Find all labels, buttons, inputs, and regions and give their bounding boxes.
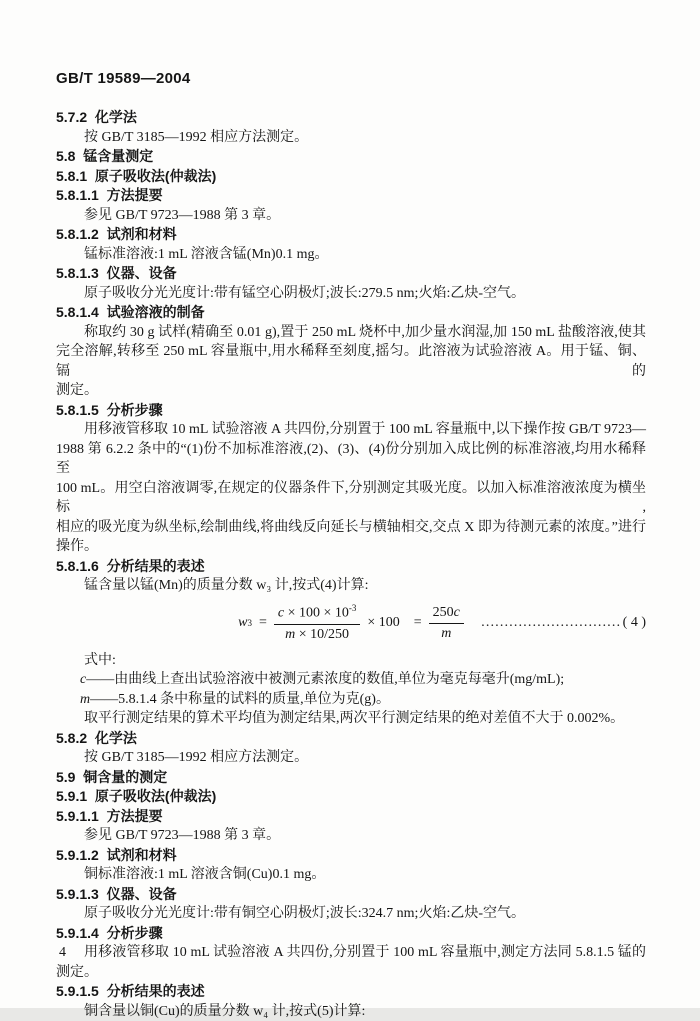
equals-sign: =: [259, 615, 267, 631]
definition-m-text: ——5.8.1.4 条中称量的试料的质量,单位为克(g)。: [90, 692, 390, 707]
fraction-2-denominator: m: [429, 624, 464, 642]
numerator-terms: × 100 × 10: [284, 606, 349, 621]
numerator-variable-c: c: [454, 605, 460, 620]
heading-5-9-1-3: 5.9.1.3 仪器、设备: [56, 885, 646, 905]
fraction-2-numerator: [429, 605, 464, 624]
heading-5-7-2: 5.7.2 化学法: [56, 108, 646, 128]
heading-5-8-1-3: 5.8.1.3 仪器、设备: [56, 264, 646, 284]
heading-5-8-1-5: 5.8.1.5 分析步骤: [56, 401, 646, 421]
paragraph: 参见 GB/T 9723—1988 第 3 章。: [56, 206, 646, 226]
numerator-coefficient: 250: [433, 605, 454, 620]
heading-5-8-1-1: 5.8.1.1 方法提要: [56, 186, 646, 206]
paragraph: 参见 GB/T 9723—1988 第 3 章。: [56, 826, 646, 846]
fraction-1-numerator: [274, 603, 361, 625]
paragraph: 铜标准溶液:1 mL 溶液含铜(Cu)0.1 mg。: [56, 865, 646, 885]
paragraph-line: 相应的吸光度为纵坐标,绘制曲线,将曲线反向延长与横轴相交,交点 X 即为待测元素的浓度。”进行: [56, 518, 646, 538]
definition-c-symbol: c: [80, 672, 86, 687]
definition-c-text: ——由曲线上查出试验溶液中被测元素浓度的数值,单位为毫克每毫升(mg/mL);: [86, 672, 564, 687]
equals-sign-2: =: [414, 615, 422, 631]
heading-5-8-2: 5.8.2 化学法: [56, 729, 646, 749]
paragraph-line: 称取约 30 g 试样(精确至 0.01 g),置于 250 mL 烧杯中,加少量水润湿,加 150 mL 盐酸溶液,使其: [56, 323, 646, 343]
fraction-1: [274, 603, 361, 643]
paragraph-line: 用移液管移取 10 mL 试验溶液 A 共四份,分别置于 100 mL 容量瓶中,以下操作按 GB/T 9723—: [56, 420, 646, 440]
numerator-exponent: -3: [349, 603, 357, 613]
paragraph-line: 操作。: [56, 537, 646, 557]
paragraph: 铜含量以铜(Cu)的质量分数 w₄ 计,按式(5)计算:: [56, 1002, 646, 1021]
heading-5-9-1-5: 5.9.1.5 分析结果的表述: [56, 982, 646, 1002]
page-number: 4: [59, 945, 66, 961]
paragraph: 原子吸收分光光度计:带有铜空心阴极灯;波长:324.7 nm;火焰:乙炔-空气。: [56, 904, 646, 924]
paragraph: 锰标准溶液:1 mL 溶液含锰(Mn)0.1 mg。: [56, 245, 646, 265]
paragraph: 按 GB/T 3185—1992 相应方法测定。: [56, 748, 646, 768]
heading-5-8-1-2: 5.8.1.2 试剂和材料: [56, 225, 646, 245]
paragraph-line: 完全溶解,转移至 250 mL 容量瓶中,用水稀释至刻度,摇匀。此溶液为试验溶液 A。用于锰、铜、镉的: [56, 342, 646, 381]
paragraph: 取平行测定结果的算术平均值为测定结果,两次平行测定结果的绝对差值不大于 0.002%。: [56, 709, 646, 729]
equation-variable-subscript: 3: [247, 618, 252, 628]
heading-5-8-1-4: 5.8.1.4 试验溶液的制备: [56, 303, 646, 323]
standard-number-header: GB/T 19589—2004: [56, 70, 646, 87]
fraction-2: [429, 605, 464, 642]
page-content: [56, 70, 646, 1021]
dot-leader: …………………………: [481, 615, 621, 631]
paragraph-line: 用移液管移取 10 mL 试验溶液 A 共四份,分别置于 100 mL 容量瓶中,测定方法同 5.8.1.5 锰的: [56, 943, 646, 963]
paragraph-line: 100 mL。用空白溶液调零,在规定的仪器条件下,分别测定其吸光度。以加入标准溶液浓度为横坐标,: [56, 479, 646, 518]
equation-variable: w: [238, 615, 247, 631]
equation-4: [56, 596, 646, 651]
paragraph: 锰含量以锰(Mn)的质量分数 w₃ 计,按式(4)计算:: [56, 576, 646, 596]
equation-4-expression: [238, 603, 464, 643]
paragraph-line: 测定。: [56, 963, 646, 983]
definition-m: [56, 690, 646, 710]
fraction-1-denominator: [274, 625, 361, 643]
heading-5-9-1-4: 5.9.1.4 分析步骤: [56, 924, 646, 944]
heading-5-8: 5.8 锰含量测定: [56, 147, 646, 167]
heading-5-8-1: 5.8.1 原子吸收法(仲裁法): [56, 167, 646, 187]
definition-m-symbol: m: [80, 692, 90, 707]
heading-5-8-1-6: 5.8.1.6 分析结果的表述: [56, 557, 646, 577]
heading-5-9-1: 5.9.1 原子吸收法(仲裁法): [56, 787, 646, 807]
equation-leader: [481, 615, 646, 631]
definition-c: [56, 670, 646, 690]
heading-5-9-1-2: 5.9.1.2 试剂和材料: [56, 846, 646, 866]
paragraph-line: 1988 第 6.2.2 条中的“(1)份不加标准溶液,(2)、(3)、(4)份分别加入成比例的标准溶液,均用水稀释至: [56, 440, 646, 479]
where-clause: 式中:: [56, 651, 646, 671]
paragraph: 按 GB/T 3185—1992 相应方法测定。: [56, 128, 646, 148]
equation-number-label: ( 4 ): [623, 615, 646, 631]
paragraph: 原子吸收分光光度计:带有锰空心阴极灯;波长:279.5 nm;火焰:乙炔-空气。: [56, 284, 646, 304]
denominator-terms: × 10/250: [295, 627, 349, 642]
denominator-variable: m: [285, 627, 295, 642]
heading-5-9: 5.9 铜含量的测定: [56, 768, 646, 788]
paragraph-line: 测定。: [56, 381, 646, 401]
times-100-term: × 100: [367, 615, 399, 631]
numerator-variable: c: [278, 606, 284, 621]
heading-5-9-1-1: 5.9.1.1 方法提要: [56, 807, 646, 827]
